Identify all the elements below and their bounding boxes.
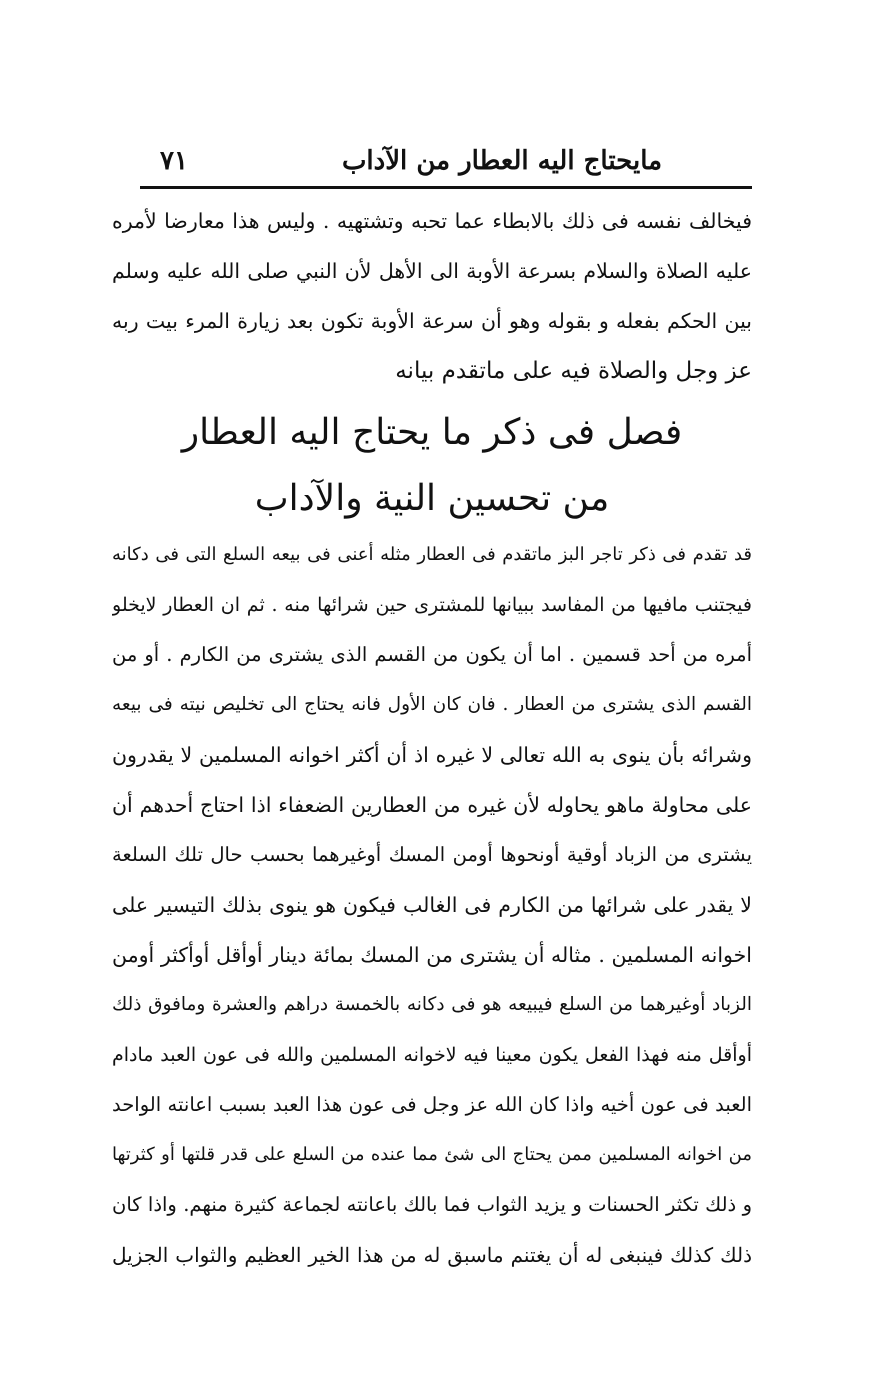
paragraph-main <box>112 530 752 1280</box>
header-rule <box>140 186 752 189</box>
running-title: مايحتاج اليه العطار من الآداب <box>341 146 663 176</box>
page-number: ٧١ <box>160 146 188 176</box>
text-line: يشترى من الزباد أوقية أونحوها أومن المسك أوغيرهما بحسب حال تلك السلعة <box>112 843 752 866</box>
text-line: فيجتنب مافيها من المفاسد ببيانها للمشترى حين شرائها منه . ثم ان العطار لايخلو <box>112 594 752 616</box>
text-line: ذلك كذلك فينبغى له أن يغتنم ماسبق له من هذا الخير العظيم والثواب الجزيل <box>112 1243 752 1267</box>
page-header <box>140 142 752 186</box>
text-line: أوأقل منه فهذا الفعل يكون معينا فيه لاخوانه المسلمين والله فى عون العبد مادام <box>112 1044 752 1066</box>
text-line: عليه الصلاة والسلام بسرعة الأوبة الى الأهل لأن النبي صلى الله عليه وسلم <box>112 259 752 283</box>
text-line: أمره من أحد قسمين . اما أن يكون من القسم الذى يشترى من الكارم . أو من <box>112 643 752 666</box>
text-line: عز وجل والصلاة فيه على ماتقدم بيانه <box>395 358 752 384</box>
section-heading-line-2: من تحسين النية والآداب <box>254 478 610 519</box>
text-line: على محاولة ماهو يحاوله لأن غيره من العطارين الضعفاء اذا احتاج أحدهم أن <box>112 793 752 817</box>
text-line: قد تقدم فى ذكر تاجر البز ماتقدم فى العطار مثله أعنى فى بيعه السلع التى فى دكانه <box>112 544 752 565</box>
text-line: لا يقدر على شرائها من الكارم فى الغالب فيكون هو ينوى بذلك التيسير على <box>112 893 752 917</box>
text-line: اخوانه المسلمين . مثاله أن يشترى من المسك بمائة دينار أوأقل أوأكثر أومن <box>112 943 752 967</box>
text-line: الزباد أوغيرهما من السلع فيبيعه هو فى دكانه بالخمسة دراهم والعشرة ومافوق ذلك <box>112 994 752 1015</box>
paragraph-continued <box>112 196 752 396</box>
text-line: و ذلك تكثر الحسنات و يزيد الثواب فما بالك باعانته لجماعة كثيرة منهم. واذا كان <box>112 1193 752 1216</box>
text-line: وشرائه بأن ينوى به الله تعالى لا غيره اذ أن أكثر اخوانه المسلمين لا يقدرون <box>112 743 752 767</box>
text-line: العبد فى عون أخيه واذا كان الله عز وجل فى عون هذا العبد بسبب اعانته الواحد <box>112 1093 752 1116</box>
text-line: من اخوانه المسلمين ممن يحتاج الى شئ مما عنده من السلع على قدر قلتها أو كثرتها <box>112 1144 752 1165</box>
text-line: فيخالف نفسه فى ذلك بالابطاء عما تحبه وتشتهيه . وليس هذا معارضا لأمره <box>112 209 752 233</box>
text-line: بين الحكم بفعله و بقوله وهو أن سرعة الأوبة تكون بعد زيارة المرء بيت ربه <box>112 309 752 333</box>
section-heading-line-1: فصل فى ذكر ما يحتاج اليه العطار <box>181 412 683 453</box>
text-line: القسم الذى يشترى من العطار . فان كان الأول فانه يحتاج الى تخليص نيته فى بيعه <box>112 694 752 715</box>
